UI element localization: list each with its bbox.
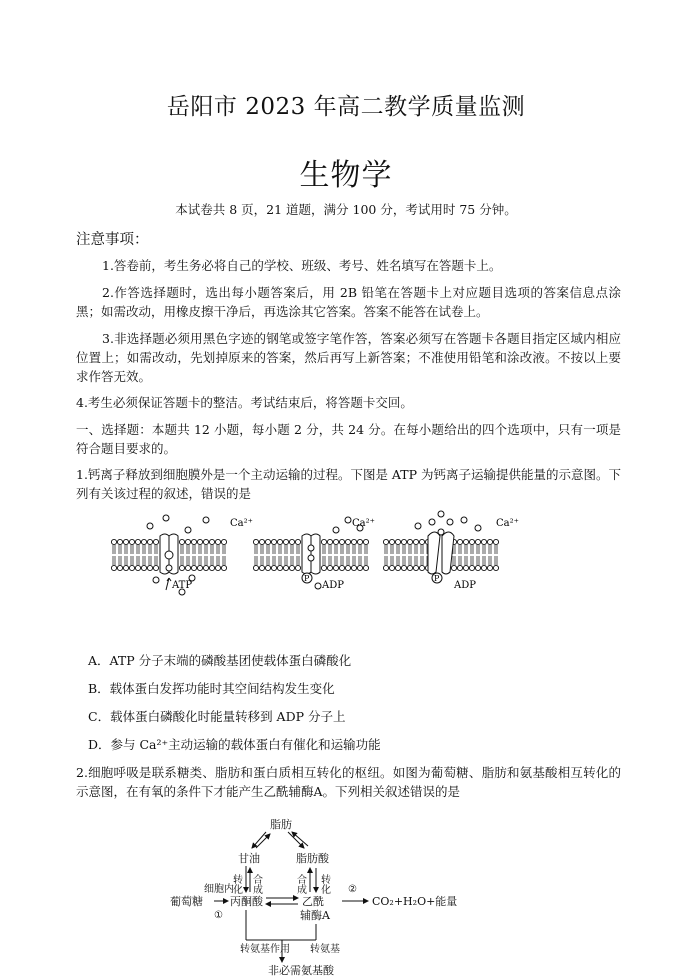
question-1-stem: 1.钙离子释放到细胞膜外是一个主动运输的过程。下图是 ATP 为钙离子运输提供能量的示意图。下列有关该过程的叙述，错误的是: [76, 467, 621, 501]
node-acetyl: 乙酰: [302, 895, 324, 908]
notice-heading: 注意事项：: [76, 232, 149, 248]
node-glucose: 葡萄糖: [170, 895, 203, 908]
calcium-label-2: Ca²⁺: [352, 518, 375, 529]
label-glycerol-convert: 转化: [230, 874, 242, 894]
membrane-panel-2: [253, 517, 375, 591]
question-2-stem: 2.细胞呼吸是联系糖类、脂肪和蛋白质相互转化的枢纽。如图为葡萄糖、脂肪和氨基酸相互转化的示意图，在有氧的条件下才能产生乙酰辅酶A。下列相关叙述错误的是: [76, 765, 621, 799]
label-glycerol-synth: 合成: [250, 874, 262, 894]
q1-option-c: C．载体蛋白磷酸化时能量转移到 ADP 分子上: [88, 709, 346, 724]
notice-item-1: 1.答卷前，考生务必将自己的学校、班级、考号、姓名填写在答题卡上。: [102, 258, 502, 273]
calcium-pump-figure: [110, 508, 519, 598]
node-glycerol: 甘油: [238, 852, 260, 865]
node-pyruvate: 丙酮酸: [230, 895, 263, 908]
label-step-1: ①: [214, 910, 223, 921]
calcium-label-1: Ca²⁺: [230, 518, 253, 529]
q1-option-a: A．ATP 分子末端的磷酸基团使载体蛋白磷酸化: [88, 653, 352, 668]
notice-item-2: 2.作答选择题时，选出每小题答案后，用 2B 铅笔在答题卡上对应题目选项的答案信息点涂黑；如需改动，用橡皮擦干净后，再选涂其它答案。答案不能答在试卷上。: [76, 285, 621, 319]
adp-label-2: ADP: [454, 580, 476, 591]
q1-option-d: D．参与 Ca²⁺主动运输的载体蛋白有催化和运输功能: [88, 737, 381, 752]
notice-item-3: 3.非选择题必须用黑色字迹的钢笔或签字笔作答，答案必须写在答题卡各题目指定区域内相应位置上；如需改动，先划掉原来的答案，然后再写上新答案；不准使用铅笔和涂改液。不按以上要求作答无效。: [76, 331, 621, 384]
node-coa: 辅酶A: [300, 909, 330, 922]
label-fa-convert: 转化: [318, 874, 330, 894]
label-transamino: 转氨基: [310, 944, 340, 955]
exam-info: 本试卷共 8 页，21 道题，满分 100 分，考试用时 75 分钟。: [175, 202, 517, 217]
node-fatty-acid: 脂肪酸: [296, 852, 329, 865]
section-intro: 一、选择题：本题共 12 小题，每小题 2 分，共 24 分。在每小题给出的四个选项中，只有一项是符合题目要求的。: [76, 422, 621, 456]
notice-item-4: 4.考生必须保证答题卡的整洁。考试结束后，将答题卡交回。: [76, 395, 413, 410]
node-nonessential-aa: 非必需氨基酸: [268, 964, 334, 977]
metabolism-diagram: [170, 812, 470, 977]
node-fat: 脂肪: [270, 818, 292, 831]
adp-label-1: ADP: [322, 580, 344, 591]
membrane-panel-1: [111, 515, 253, 595]
exam-title: 岳阳市 2023 年高二教学质量监测: [166, 94, 526, 120]
subject-title: 生物学: [299, 158, 393, 193]
label-cytoplasm: 细胞内: [204, 884, 234, 895]
calcium-label-3: Ca²⁺: [496, 518, 519, 529]
q1-option-b: B．载体蛋白发挥功能时其空间结构发生变化: [88, 681, 335, 696]
label-transamination: 转氨基作用: [240, 944, 290, 955]
atp-label: ATP: [172, 580, 193, 591]
phosphate-label-1: P: [304, 574, 310, 583]
label-fa-synth: 合成: [294, 874, 306, 894]
phosphate-label-2: P: [434, 574, 440, 583]
label-step-2: ②: [348, 884, 357, 895]
membrane-panel-3: [383, 511, 519, 591]
node-products: CO₂+H₂O+能量: [372, 895, 458, 908]
